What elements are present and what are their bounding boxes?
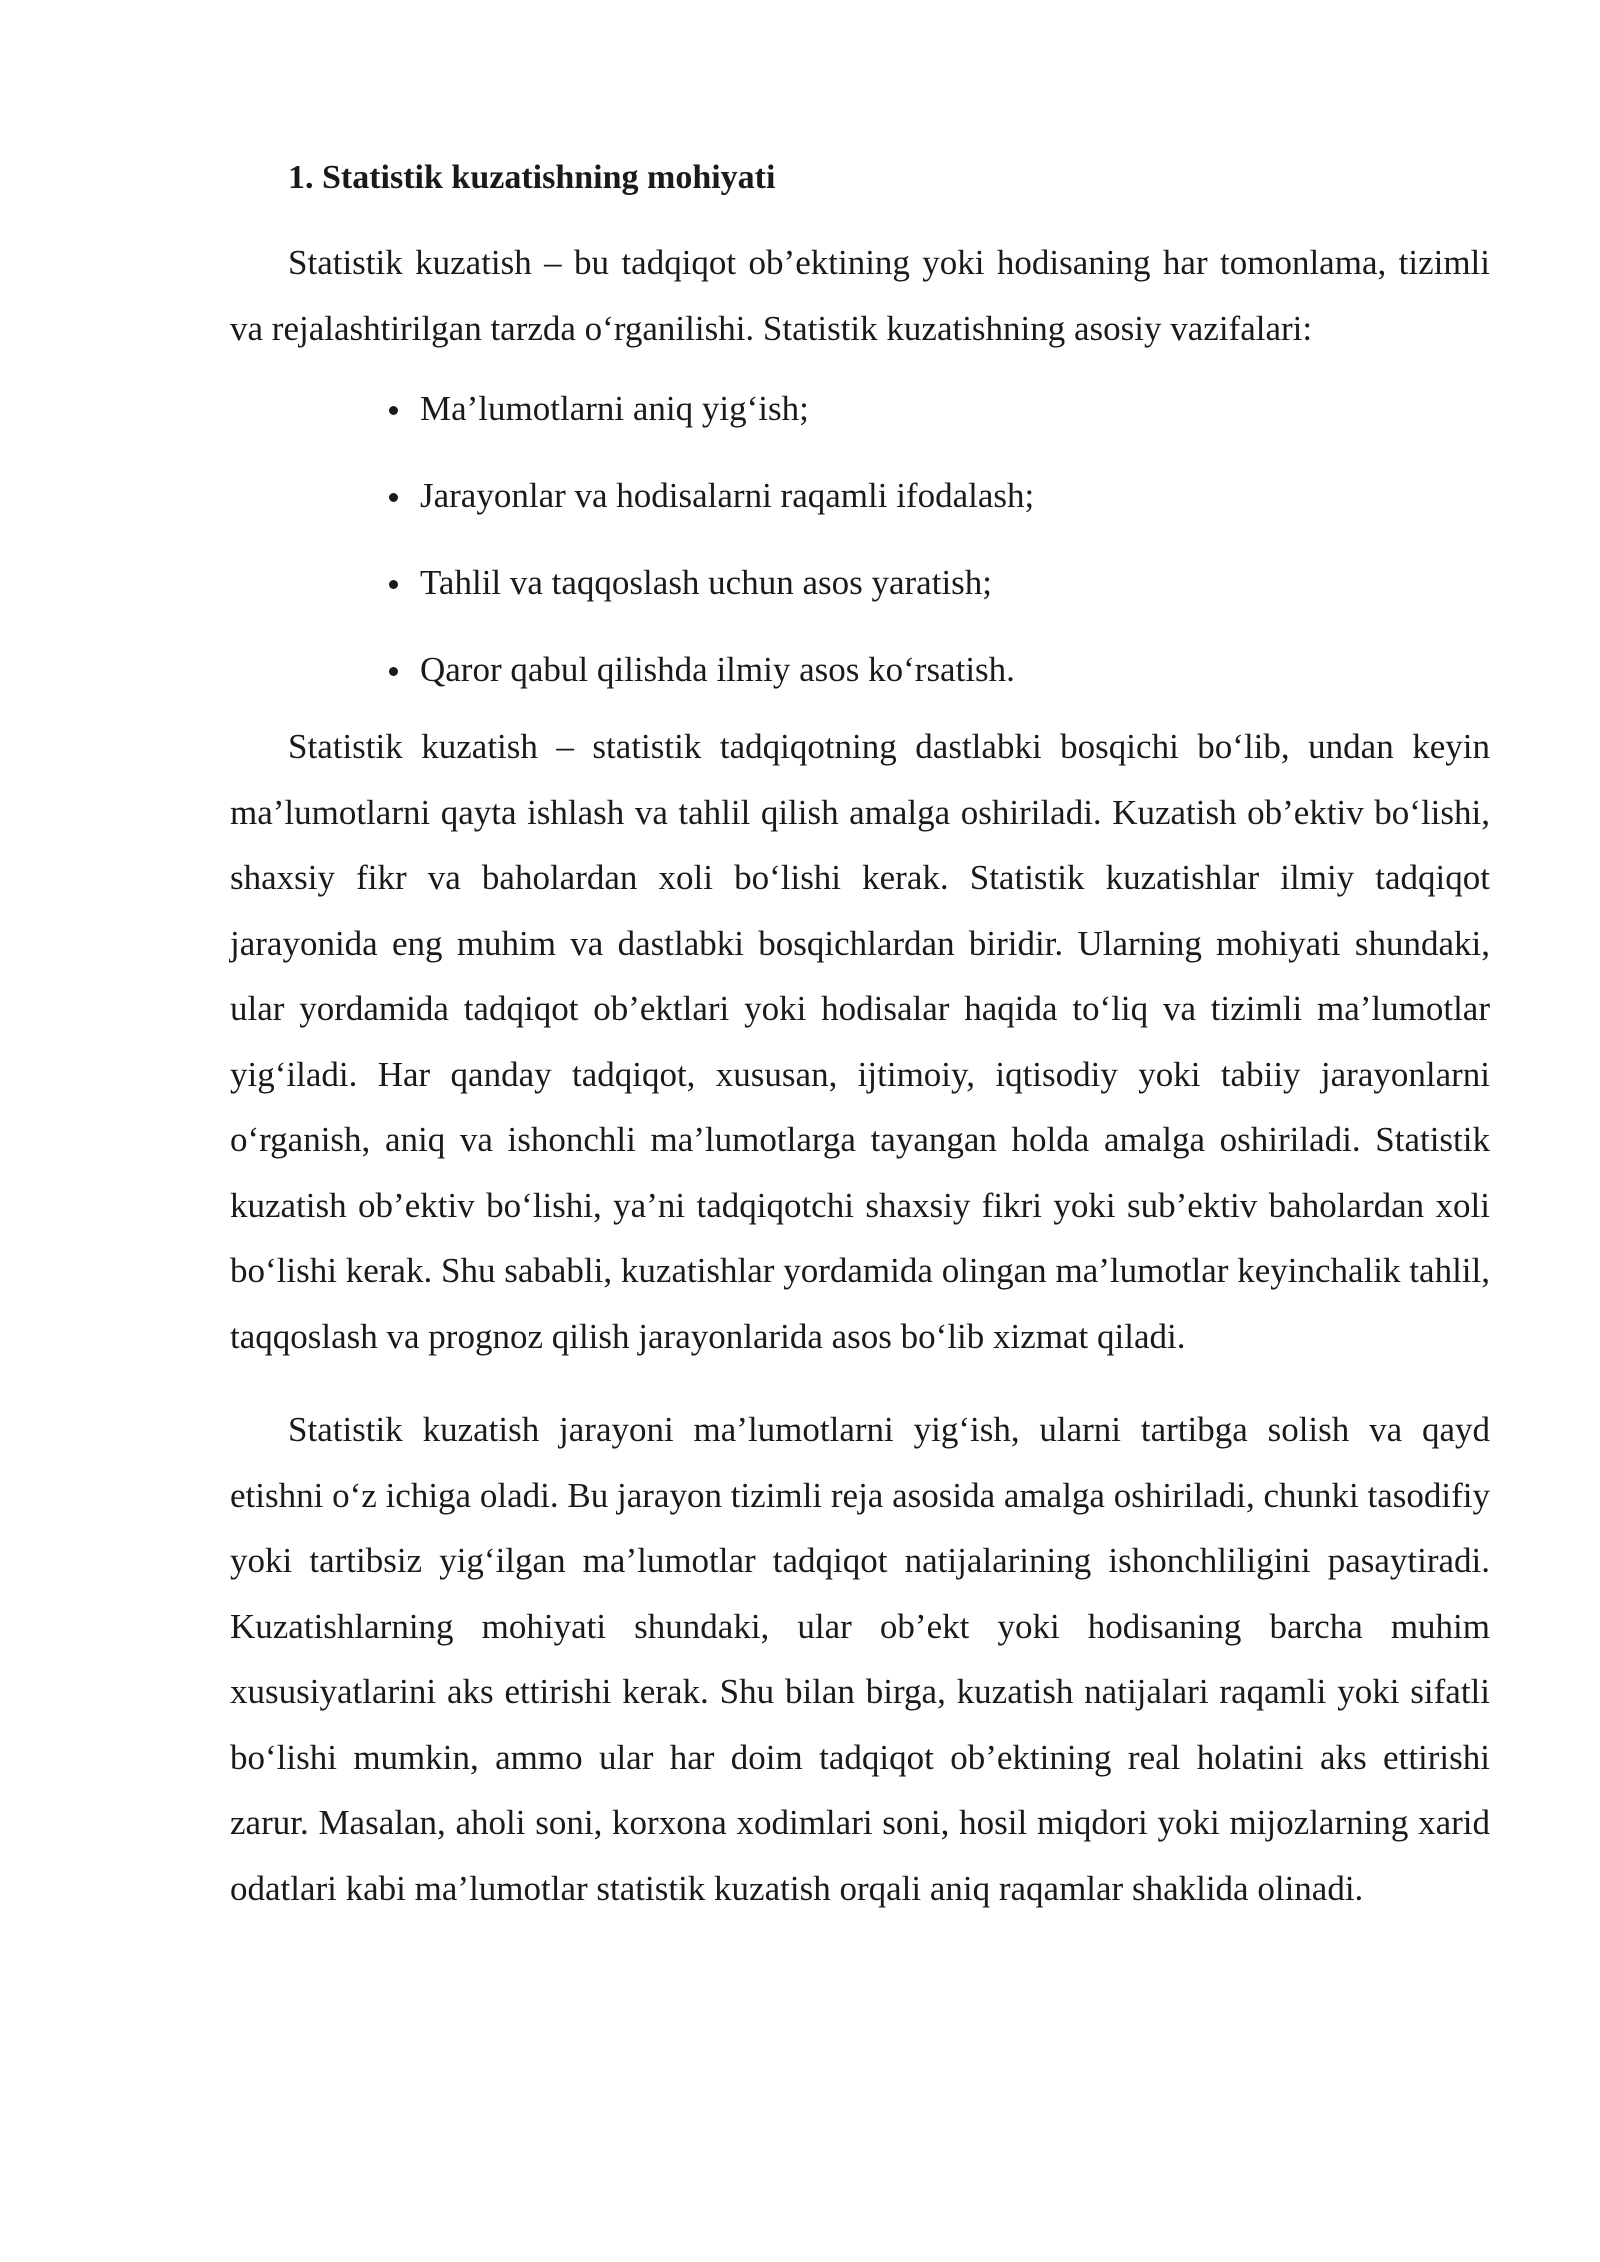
list-item <box>385 383 1490 435</box>
bullet-icon <box>389 667 398 676</box>
list-item-text: Jarayonlar va hodisalarni raqamli ifodalash; <box>420 476 1035 515</box>
bullet-icon <box>389 406 398 415</box>
intro-paragraph: Statistik kuzatish – bu tadqiqot ob’ektining yoki hodisaning har tomonlama, tizimli va rejalashtirilgan tarzda o‘rganilishi. Statistik kuzatishning asosiy vazifalari: <box>230 243 1490 348</box>
bullet-icon <box>389 580 398 589</box>
list-item-text: Ma’lumotlarni aniq yig‘ish; <box>420 389 809 428</box>
bullet-icon <box>389 493 398 502</box>
list-item <box>385 644 1490 696</box>
task-list <box>230 383 1490 696</box>
list-item-text: Qaror qabul qilishda ilmiy asos ko‘rsatish. <box>420 650 1015 689</box>
section-heading: 1. Statistik kuzatishning mohiyati <box>288 159 776 196</box>
body-paragraph-2: Statistik kuzatish jarayoni ma’lumotlarni yig‘ish, ularni tartibga solish va qayd etishni o‘z ichiga oladi. Bu jarayon tizimli reja asosida amalga oshiriladi, chunki tasodifiy yoki tartibsiz yig‘ilgan ma’lumotlar tadqiqot natijalarining ishonchliligini pasaytiradi. Kuzatishlarning mohiyati shundaki, ular ob’ekt yoki hodisaning barcha muhim xususiyatlarini aks ettirishi kerak. Shu bilan birga, kuzatish natijalari raqamli yoki sifatli bo‘lishi mumkin, ammo ular har doim tadqiqot ob’ektining real holatini aks ettirishi zarur. Masalan, aholi soni, korxona xodimlari soni, hosil miqdori yoki mijozlarning xarid odatlari kabi ma’lumotlar statistik kuzatish orqali aniq raqamlar shaklida olinadi. <box>230 1410 1490 1908</box>
body-paragraph-1: Statistik kuzatish – statistik tadqiqotning dastlabki bosqichi bo‘lib, undan keyin ma’lumotlarni qayta ishlash va tahlil qilish amalga oshiriladi. Kuzatish ob’ektiv bo‘lishi, shaxsiy fikr va baholardan xoli bo‘lishi kerak. Statistik kuzatishlar ilmiy tadqiqot jarayonida eng muhim va dastlabki bosqichlardan biridir. Ularning mohiyati shundaki, ular yordamida tadqiqot ob’ektlari yoki hodisalar haqida to‘liq va tizimli ma’lumotlar yig‘iladi. Har qanday tadqiqot, xususan, ijtimoiy, iqtisodiy yoki tabiiy jarayonlarni o‘rganish, aniq va ishonchli ma’lumotlarga tayangan holda amalga oshiriladi. Statistik kuzatish ob’ektiv bo‘lishi, ya’ni tadqiqotchi shaxsiy fikri yoki sub’ektiv baholardan xoli bo‘lishi kerak. Shu sababli, kuzatishlar yordamida olingan ma’lumotlar keyinchalik tahlil, taqqoslash va prognoz qilish jarayonlarida asos bo‘lib xizmat qiladi. <box>230 727 1490 1356</box>
list-item <box>385 557 1490 609</box>
document-page <box>230 148 1490 1921</box>
paragraph-spacer <box>230 1369 1490 1397</box>
list-item <box>385 470 1490 522</box>
list-item-text: Tahlil va taqqoslash uchun asos yaratish; <box>420 563 993 602</box>
